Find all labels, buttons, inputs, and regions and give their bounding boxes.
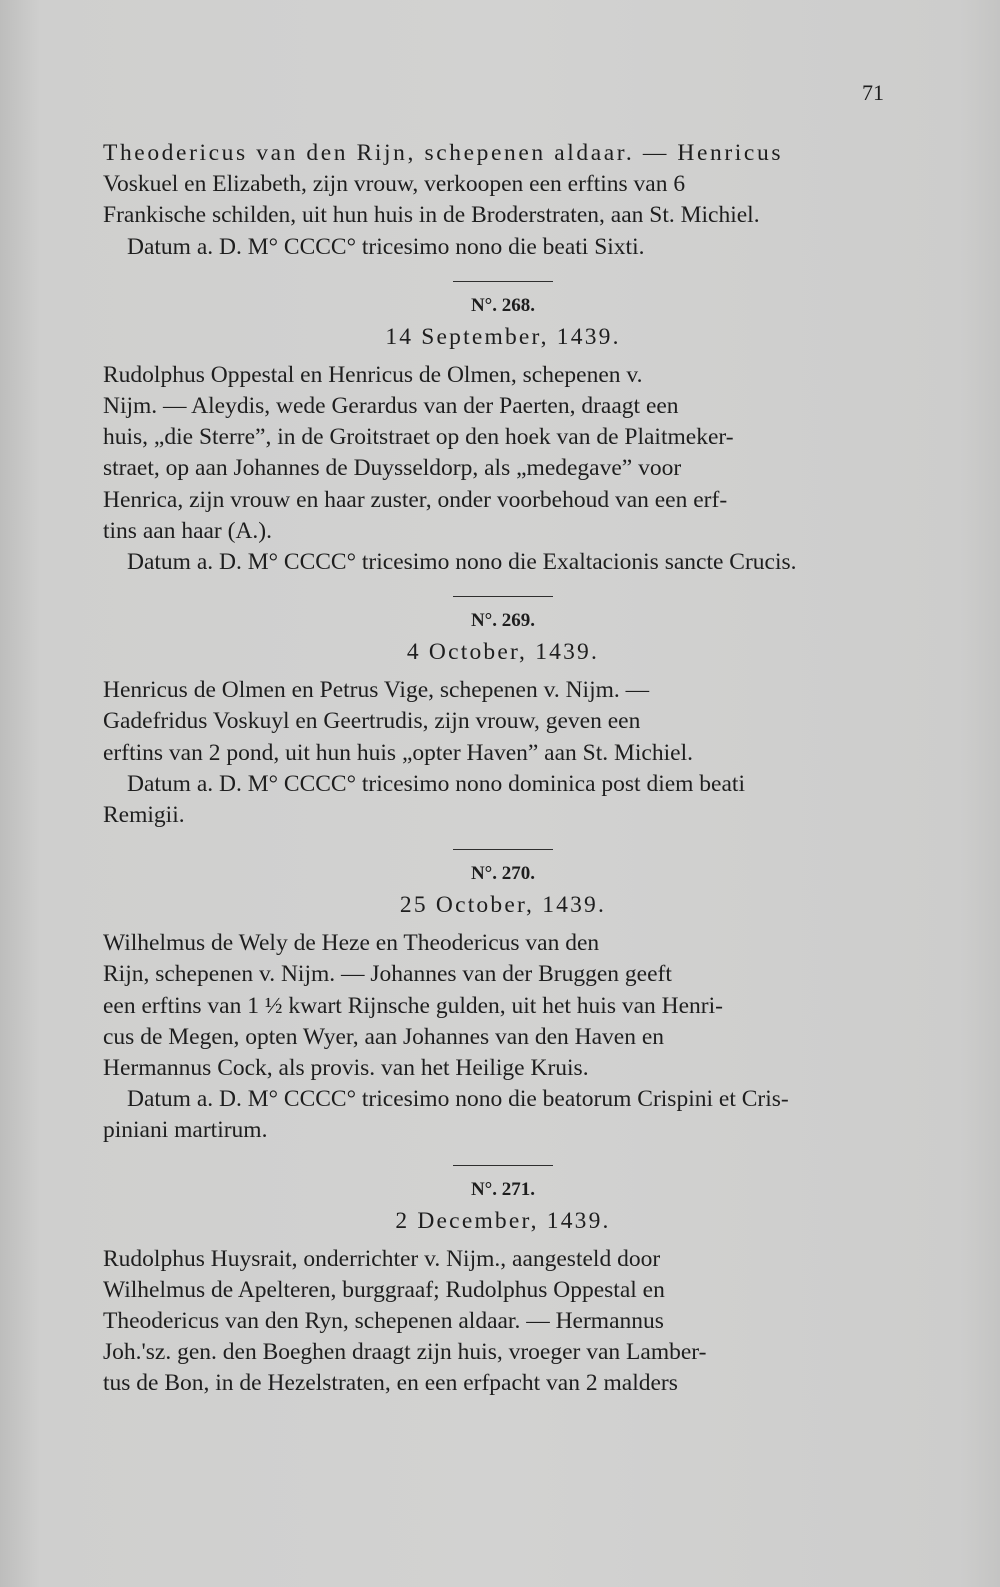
text-line: Wilhelmus de Apelteren, burggraaf; Rudolphus Oppestal en — [103, 1276, 665, 1303]
text-line: Hermannus Cock, als provis. van het Heilige Kruis. — [103, 1055, 589, 1082]
text-line: Theodericus van den Rijn, schepenen aldaar. — Henricus — [103, 140, 784, 166]
entry-number: N°. 268. — [470, 294, 536, 316]
text-line: Rudolphus Huysrait, onderrichter v. Nijm., aangesteld door — [103, 1245, 661, 1272]
entry-date: 25 October, 1439. — [399, 892, 607, 919]
text-line: cus de Megen, opten Wyer, aan Johannes van den Haven en — [103, 1023, 665, 1050]
text-line: Henricus de Olmen en Petrus Vige, schepenen v. Nijm. — — [103, 677, 650, 704]
entry-number: N°. 269. — [470, 610, 536, 632]
text-line: huis, „die Sterre”, in de Groitstraet op den hoek van de Plaitmeker- — [103, 424, 734, 451]
text-line: Rijn, schepenen v. Nijm. — Johannes van der Bruggen geeft — [103, 961, 672, 988]
section-divider — [453, 281, 553, 282]
text-line: straet, op aan Johannes de Duysseldorp, als „medegave” voor — [103, 455, 682, 482]
text-line: Wilhelmus de Wely de Heze en Theodericus van den — [103, 930, 600, 957]
page-number: 71 — [862, 80, 884, 105]
text-line: tus de Bon, in de Hezelstraten, en een erfpacht van 2 malders — [103, 1370, 678, 1397]
section-divider — [453, 849, 553, 850]
entry-date: 4 October, 1439. — [406, 639, 600, 666]
entry-number: N°. 271. — [470, 1178, 536, 1200]
text-line: Henrica, zijn vrouw en haar zuster, onder voorbehoud van een erf- — [103, 486, 728, 513]
text-line: Remigii. — [103, 802, 185, 829]
text-line: Joh.'sz. gen. den Boeghen draagt zijn huis, vroeger van Lamber- — [103, 1339, 707, 1366]
entry-number: N°. 270. — [470, 863, 536, 885]
datum-line: Datum a. D. M° CCCC° tricesimo nono die Exaltacionis sancte Crucis. — [127, 549, 797, 576]
text-line: erftins van 2 pond, uit hun huis „opter Haven” aan St. Michiel. — [103, 739, 693, 766]
text-line: Nijm. — Aleydis, wede Gerardus van der Paerten, draagt een — [103, 393, 679, 420]
text-line: Gadefridus Voskuyl en Geertrudis, zijn vrouw, geven een — [103, 708, 641, 735]
text-line: Rudolphus Oppestal en Henricus de Olmen, schepenen v. — [103, 361, 643, 388]
datum-line: Datum a. D. M° CCCC° tricesimo nono die beati Sixti. — [127, 233, 645, 260]
section-divider — [453, 596, 553, 597]
text-line: piniani martirum. — [103, 1117, 268, 1144]
text-line: Voskuel en Elizabeth, zijn vrouw, verkoopen een erftins van 6 — [103, 171, 686, 198]
entry-date: 2 December, 1439. — [395, 1207, 611, 1234]
entry-date: 14 September, 1439. — [385, 323, 621, 350]
page-text — [103, 138, 903, 1400]
text-line: tins aan haar (A.). — [103, 517, 272, 544]
text-line: Frankische schilden, uit hun huis in de Broderstraten, aan St. Michiel. — [103, 202, 760, 229]
datum-line: Datum a. D. M° CCCC° tricesimo nono dominica post diem beati — [127, 770, 745, 797]
text-line: een erftins van 1 ½ kwart Rijnsche gulden, uit het huis van Henri- — [103, 992, 723, 1019]
datum-line: Datum a. D. M° CCCC° tricesimo nono die beatorum Crispini et Cris- — [127, 1086, 789, 1113]
text-line: Theodericus van den Ryn, schepenen aldaar. — Hermannus — [103, 1308, 664, 1335]
section-divider — [453, 1165, 553, 1166]
